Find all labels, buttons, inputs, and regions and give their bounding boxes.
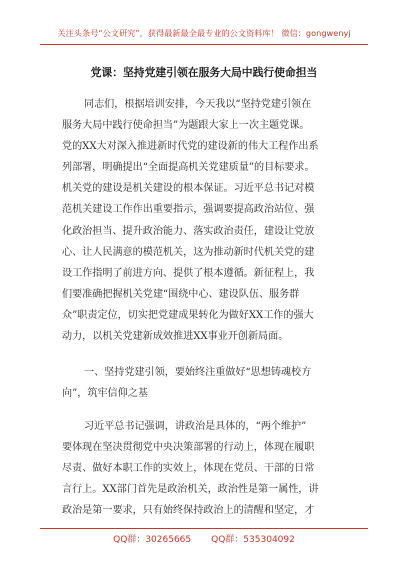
- paragraph-line: 设工作指明了前进方向、提供了根本遵循。新征程上，我: [62, 267, 315, 279]
- section-heading-line: 一、坚持党建引领，要始终注重做好“思想铸魂校方: [84, 367, 312, 378]
- paragraph-line: 范机关建设工作作出重要指示，强调要提高政治站位、强: [62, 204, 315, 216]
- paragraph-line: 习近平总书记强调，讲政治是具体的，“两个维护”: [84, 421, 307, 432]
- header-banner: 关注头条号“公文研究”，获得最新最全最专业的公文资料库！ 微信：gongwenyj: [57, 28, 351, 38]
- document-title: 党课：坚持党建引领在服务大局中践行使命担当: [90, 66, 318, 79]
- paragraph-line: 动力，以机关党建新成效推进XX事业开创新局面。: [62, 331, 289, 343]
- paragraph-line: 机关党的建设是机关建设的根本保证。习近平总书记对模: [62, 183, 315, 195]
- intro-paragraph: [62, 94, 346, 347]
- section-heading-line: 向”，筑牢信仰之基: [62, 388, 148, 400]
- footer: [40, 534, 368, 546]
- paragraph-line: 们要准确把握机关党建“围绕中心、建设队伍、服务群: [62, 288, 300, 300]
- paragraph-line: 党的XX大对深入推进新时代党的建设新的伟大工程作出系: [62, 141, 319, 153]
- footer-qq-group-1: QQ群：30265665: [113, 535, 192, 545]
- paragraph-line: 尽责、做好本职工作的实效上，体现在党员、干部的日常: [62, 463, 315, 475]
- paragraph-line: 政治是第一要求，只有始终保持政治上的清醒和坚定，才: [62, 505, 315, 517]
- header-divider: [40, 44, 368, 45]
- paragraph-line: 列部署，明确提出“全面提高机关党建质量”的目标要求。: [62, 162, 315, 174]
- section-heading: [62, 362, 346, 404]
- paragraph-line: 心、让人民满意的模范机关，这为推动新时代机关党的建: [62, 246, 315, 258]
- paragraph-line: 服务大局中践行使命担当”为题跟大家上一次主题党课。: [62, 120, 310, 132]
- footer-qq-group-2: QQ群：535304092: [211, 535, 295, 545]
- body-paragraph: [62, 416, 346, 521]
- paragraph-line: 同志们，根据培训安排，今天我以“坚持党建引领在: [84, 99, 312, 110]
- paragraph-line: 众”职责定位，切实把党建成果转化为做好XX工作的强大: [62, 309, 314, 321]
- paragraph-line: 化政治担当、提升政治能力、落实政治责任，建设让党放: [62, 225, 315, 237]
- paragraph-line: 言行上。XX部门首先是政治机关，政治性是第一属性，讲: [62, 484, 319, 496]
- paragraph-line: 要体现在坚决贯彻党中央决策部署的行动上，体现在履职: [62, 442, 315, 454]
- footer-divider: [40, 528, 368, 529]
